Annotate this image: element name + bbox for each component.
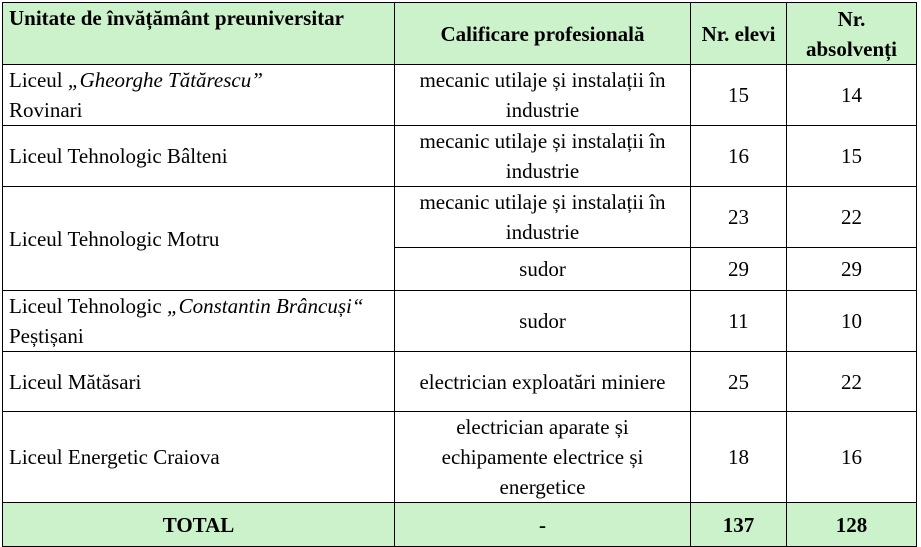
header-row [3, 3, 917, 65]
graduates-cell: 22 [787, 187, 917, 248]
unit-name-part: Rovinari [9, 98, 83, 122]
table-row [3, 352, 917, 412]
graduates-cell: 15 [787, 126, 917, 187]
table-row [3, 412, 917, 503]
table-row [3, 126, 917, 187]
unit-cell: Liceul Tehnologic Motru [3, 187, 395, 291]
unit-name-part: Liceul [9, 68, 68, 92]
header-qualification: Calificare profesională [395, 3, 691, 65]
table-row [3, 65, 917, 126]
unit-name-italic: „Gheorghe Tătărescu” [67, 68, 263, 92]
total-graduates: 128 [787, 503, 917, 547]
table-container [2, 2, 917, 547]
students-cell: 29 [691, 248, 787, 291]
table-row [3, 187, 917, 248]
qualification-cell: sudor [395, 248, 691, 291]
graduates-cell: 16 [787, 412, 917, 503]
students-table [2, 2, 917, 547]
header-graduates: Nr. absolvenți [787, 3, 917, 65]
students-cell: 18 [691, 412, 787, 503]
students-cell: 25 [691, 352, 787, 412]
unit-cell [3, 65, 395, 126]
unit-cell: Liceul Tehnologic Bâlteni [3, 126, 395, 187]
qualification-cell: mecanic utilaje și instalații în industrie [395, 65, 691, 126]
graduates-cell: 22 [787, 352, 917, 412]
unit-cell: Liceul Mătăsari [3, 352, 395, 412]
qualification-cell: mecanic utilaje și instalații în industrie [395, 126, 691, 187]
unit-name-part: Peștișani [9, 324, 84, 348]
total-students: 137 [691, 503, 787, 547]
graduates-cell: 10 [787, 291, 917, 352]
table-row [3, 291, 917, 352]
graduates-cell: 14 [787, 65, 917, 126]
qualification-cell: electrician exploatări miniere [395, 352, 691, 412]
total-label: TOTAL [3, 503, 395, 547]
graduates-cell: 29 [787, 248, 917, 291]
qualification-cell: mecanic utilaje și instalații în industrie [395, 187, 691, 248]
header-students: Nr. elevi [691, 3, 787, 65]
total-row [3, 503, 917, 547]
total-qualification: - [395, 503, 691, 547]
qualification-cell: electrician aparate și echipamente electrice și energetice [395, 412, 691, 503]
students-cell: 15 [691, 65, 787, 126]
qualification-cell: sudor [395, 291, 691, 352]
unit-cell [3, 291, 395, 352]
header-unit: Unitate de învățământ preuniversitar [3, 3, 395, 65]
students-cell: 23 [691, 187, 787, 248]
unit-cell: Liceul Energetic Craiova [3, 412, 395, 503]
unit-name-part: Liceul Tehnologic [9, 294, 167, 318]
unit-name-italic: „Constantin Brâncuși“ [166, 294, 364, 318]
students-cell: 11 [691, 291, 787, 352]
students-cell: 16 [691, 126, 787, 187]
